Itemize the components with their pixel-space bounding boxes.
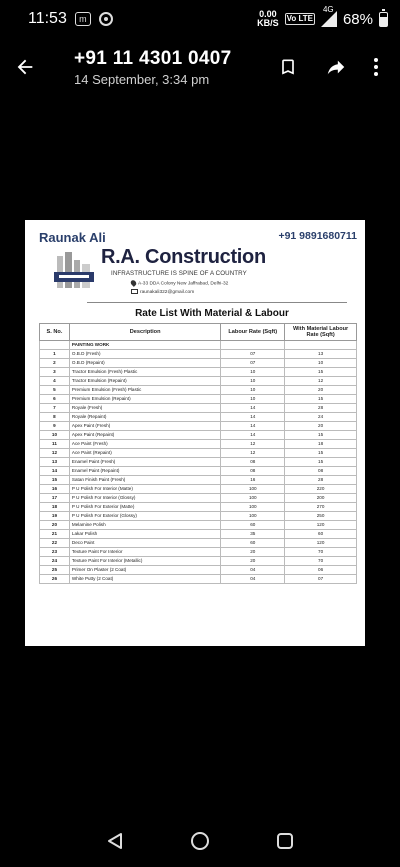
table-row (40, 566, 357, 575)
row-number: 25 (40, 566, 70, 575)
row-material-rate: 28 (285, 476, 357, 485)
contact-title: +91 11 4301 0407 (74, 47, 232, 69)
row-number: 7 (40, 404, 70, 413)
table-row (40, 458, 357, 467)
row-labour-rate: 100 (221, 512, 285, 521)
chrome-notification-icon (99, 12, 113, 26)
row-material-rate: 15 (285, 368, 357, 377)
row-description: Premium Emulsion (Fresh) Plastic (69, 386, 220, 395)
table-cell (285, 341, 357, 350)
owner-phone: +91 9891680711 (278, 230, 357, 242)
header-divider (87, 302, 347, 303)
row-number: 2 (40, 359, 70, 368)
row-material-rate: 07 (285, 575, 357, 584)
row-material-rate: 20 (285, 422, 357, 431)
rate-table-body (40, 341, 357, 584)
company-address (131, 280, 228, 286)
row-material-rate: 12 (285, 377, 357, 386)
row-labour-rate: 14 (221, 404, 285, 413)
row-description: Apex Paint (Fresh) (69, 422, 220, 431)
table-row (40, 557, 357, 566)
network-speed-value: 0.00 (259, 9, 277, 19)
row-labour-rate: 04 (221, 566, 285, 575)
company-email (131, 289, 194, 295)
table-row (40, 431, 357, 440)
row-description: Royale (Repaint) (69, 413, 220, 422)
table-row (40, 359, 357, 368)
row-description: Apex Paint (Repaint) (69, 431, 220, 440)
row-labour-rate: 08 (221, 467, 285, 476)
row-material-rate: 60 (285, 530, 357, 539)
row-number: 12 (40, 449, 70, 458)
back-button[interactable] (0, 38, 50, 96)
share-icon (325, 56, 347, 78)
row-labour-rate: 14 (221, 422, 285, 431)
company-logo (53, 250, 95, 292)
row-description: Enamel Paint (Repaint) (69, 467, 220, 476)
nav-recents-button[interactable] (265, 821, 305, 861)
back-triangle-icon (107, 832, 123, 850)
row-number: 19 (40, 512, 70, 521)
row-labour-rate: 20 (221, 557, 285, 566)
row-material-rate: 15 (285, 449, 357, 458)
row-material-rate: 20 (285, 386, 357, 395)
section-label: PAINTING WORK (69, 341, 220, 350)
row-description: Lakar Polish (69, 530, 220, 539)
network-type: 4G (322, 5, 334, 14)
location-pin-icon (130, 279, 138, 287)
row-labour-rate: 12 (221, 440, 285, 449)
row-labour-rate: 07 (221, 359, 285, 368)
row-number: 13 (40, 458, 70, 467)
row-number: 22 (40, 539, 70, 548)
section-row (40, 341, 357, 350)
table-row (40, 548, 357, 557)
row-material-rate: 270 (285, 503, 357, 512)
row-labour-rate: 60 (221, 539, 285, 548)
row-description: Texture Paint For Interior (Metallic) (69, 557, 220, 566)
row-labour-rate: 100 (221, 503, 285, 512)
row-number: 9 (40, 422, 70, 431)
row-description: Tractor Emulsion (Repaint) (69, 377, 220, 386)
row-number: 8 (40, 413, 70, 422)
table-row (40, 386, 357, 395)
column-header: Labour Rate (Sqft) (221, 324, 285, 341)
row-labour-rate: 10 (221, 386, 285, 395)
volte-icon: Vo LTE (286, 14, 313, 23)
table-row (40, 395, 357, 404)
row-labour-rate: 08 (221, 458, 285, 467)
row-labour-rate: 07 (221, 350, 285, 359)
signal-strength-icon (321, 11, 337, 27)
table-row (40, 503, 357, 512)
row-labour-rate: 10 (221, 395, 285, 404)
table-header-row (40, 324, 357, 341)
row-labour-rate: 04 (221, 575, 285, 584)
recents-square-icon (276, 832, 294, 850)
network-speed (257, 10, 279, 28)
table-cell (221, 341, 285, 350)
row-labour-rate: 14 (221, 413, 285, 422)
row-material-rate: 220 (285, 485, 357, 494)
title-block (74, 48, 270, 87)
table-row (40, 377, 357, 386)
row-labour-rate: 12 (221, 449, 285, 458)
table-row (40, 368, 357, 377)
row-labour-rate: 60 (221, 521, 285, 530)
table-row (40, 413, 357, 422)
document-image[interactable] (25, 220, 365, 646)
table-row (40, 467, 357, 476)
bookmark-icon (278, 56, 298, 78)
row-material-rate: 13 (285, 350, 357, 359)
owner-name: Raunak Ali (39, 230, 106, 245)
nav-back-button[interactable] (95, 821, 135, 861)
row-description: P U Polish For Interior (Glossy) (69, 494, 220, 503)
company-tagline: INFRASTRUCTURE IS SPINE OF A COUNTRY (111, 270, 247, 277)
row-number: 6 (40, 395, 70, 404)
battery-icon (379, 12, 388, 27)
table-cell (40, 341, 70, 350)
row-labour-rate: 100 (221, 485, 285, 494)
battery-fill (380, 17, 387, 26)
row-number: 18 (40, 503, 70, 512)
row-material-rate: 28 (285, 404, 357, 413)
row-labour-rate: 35 (221, 530, 285, 539)
row-number: 3 (40, 368, 70, 377)
table-row (40, 494, 357, 503)
row-description: P U Polish For Interior (Matte) (69, 485, 220, 494)
row-labour-rate: 14 (221, 431, 285, 440)
status-bar (0, 0, 400, 38)
table-row (40, 521, 357, 530)
row-number: 14 (40, 467, 70, 476)
company-email-text: raunakali322@gmail.com (140, 289, 195, 295)
row-number: 10 (40, 431, 70, 440)
table-row (40, 476, 357, 485)
row-labour-rate: 10 (221, 368, 285, 377)
row-number: 17 (40, 494, 70, 503)
table-row (40, 512, 357, 521)
row-material-rate: 08 (285, 467, 357, 476)
table-row (40, 449, 357, 458)
more-options-button[interactable] (358, 38, 394, 96)
battery-percent: 68% (342, 10, 373, 28)
home-circle-icon (190, 831, 210, 851)
row-number: 20 (40, 521, 70, 530)
row-labour-rate: 100 (221, 494, 285, 503)
table-row (40, 404, 357, 413)
row-description: Ace Paint (Fresh) (69, 440, 220, 449)
table-row (40, 422, 357, 431)
row-number: 11 (40, 440, 70, 449)
table-row (40, 575, 357, 584)
row-material-rate: 70 (285, 557, 357, 566)
more-vert-icon (373, 57, 379, 77)
company-name: R.A. Construction (101, 246, 266, 268)
document-header (25, 220, 365, 300)
row-material-rate: 70 (285, 548, 357, 557)
row-description: P U Polish For Exterior (Glossy) (69, 512, 220, 521)
table-row (40, 485, 357, 494)
row-number: 5 (40, 386, 70, 395)
row-description: Melamine Polish (69, 521, 220, 530)
clock: 11:53 (28, 10, 67, 27)
row-material-rate: 10 (285, 359, 357, 368)
row-number: 16 (40, 485, 70, 494)
row-description: Enamel Paint (Fresh) (69, 458, 220, 467)
signal-group (321, 5, 337, 27)
row-number: 1 (40, 350, 70, 359)
status-left (28, 10, 113, 28)
network-speed-unit: KB/S (257, 18, 279, 28)
row-description: Ace Paint (Repaint) (69, 449, 220, 458)
row-description: Satan Finish Paint (Fresh) (69, 476, 220, 485)
bookmark-button[interactable] (270, 38, 306, 96)
row-description: Texture Paint For Interior (69, 548, 220, 557)
row-material-rate: 15 (285, 395, 357, 404)
table-row (40, 440, 357, 449)
table-row (40, 530, 357, 539)
app-bar (0, 38, 400, 96)
table-row (40, 350, 357, 359)
column-header: Description (69, 324, 220, 341)
row-material-rate: 200 (285, 494, 357, 503)
row-material-rate: 120 (285, 539, 357, 548)
row-material-rate: 24 (285, 413, 357, 422)
message-timestamp: 14 September, 3:34 pm (74, 71, 210, 87)
rate-list-title: Rate List With Material & Labour (135, 308, 289, 319)
row-description: P U Polish For Exterior (Matte) (69, 503, 220, 512)
row-number: 23 (40, 548, 70, 557)
row-material-rate: 15 (285, 458, 357, 467)
navigation-bar (0, 815, 400, 867)
row-description: Primer On Plaster (2 Coat) (69, 566, 220, 575)
row-description: White Putty (2 Coat) (69, 575, 220, 584)
row-labour-rate: 20 (221, 548, 285, 557)
status-right (257, 5, 388, 28)
email-icon (131, 289, 138, 294)
row-description: Premium Emulsion (Repaint) (69, 395, 220, 404)
nav-home-button[interactable] (180, 821, 220, 861)
row-description: Royale (Fresh) (69, 404, 220, 413)
row-number: 21 (40, 530, 70, 539)
row-description: O.B.D (Repaint) (69, 359, 220, 368)
back-arrow-icon (14, 56, 36, 78)
row-description: Deco Paint (69, 539, 220, 548)
share-button[interactable] (318, 38, 354, 96)
row-number: 4 (40, 377, 70, 386)
row-description: O.B.D (Fresh) (69, 350, 220, 359)
row-number: 26 (40, 575, 70, 584)
company-address-text: A-33 DDA Colony New Jaffrabad, Delhi-32 (138, 281, 229, 287)
table-row (40, 539, 357, 548)
row-number: 24 (40, 557, 70, 566)
row-labour-rate: 10 (221, 377, 285, 386)
message-notification-icon: m (75, 12, 91, 26)
row-number: 15 (40, 476, 70, 485)
row-material-rate: 250 (285, 512, 357, 521)
row-description: Tractor Emulsion (Fresh) Plastic (69, 368, 220, 377)
column-header: S. No. (40, 324, 70, 341)
row-material-rate: 15 (285, 431, 357, 440)
column-header: With Material Labour Rate (Sqft) (285, 324, 357, 341)
rate-table (39, 323, 357, 584)
row-material-rate: 120 (285, 521, 357, 530)
row-material-rate: 06 (285, 566, 357, 575)
row-labour-rate: 16 (221, 476, 285, 485)
row-material-rate: 18 (285, 440, 357, 449)
